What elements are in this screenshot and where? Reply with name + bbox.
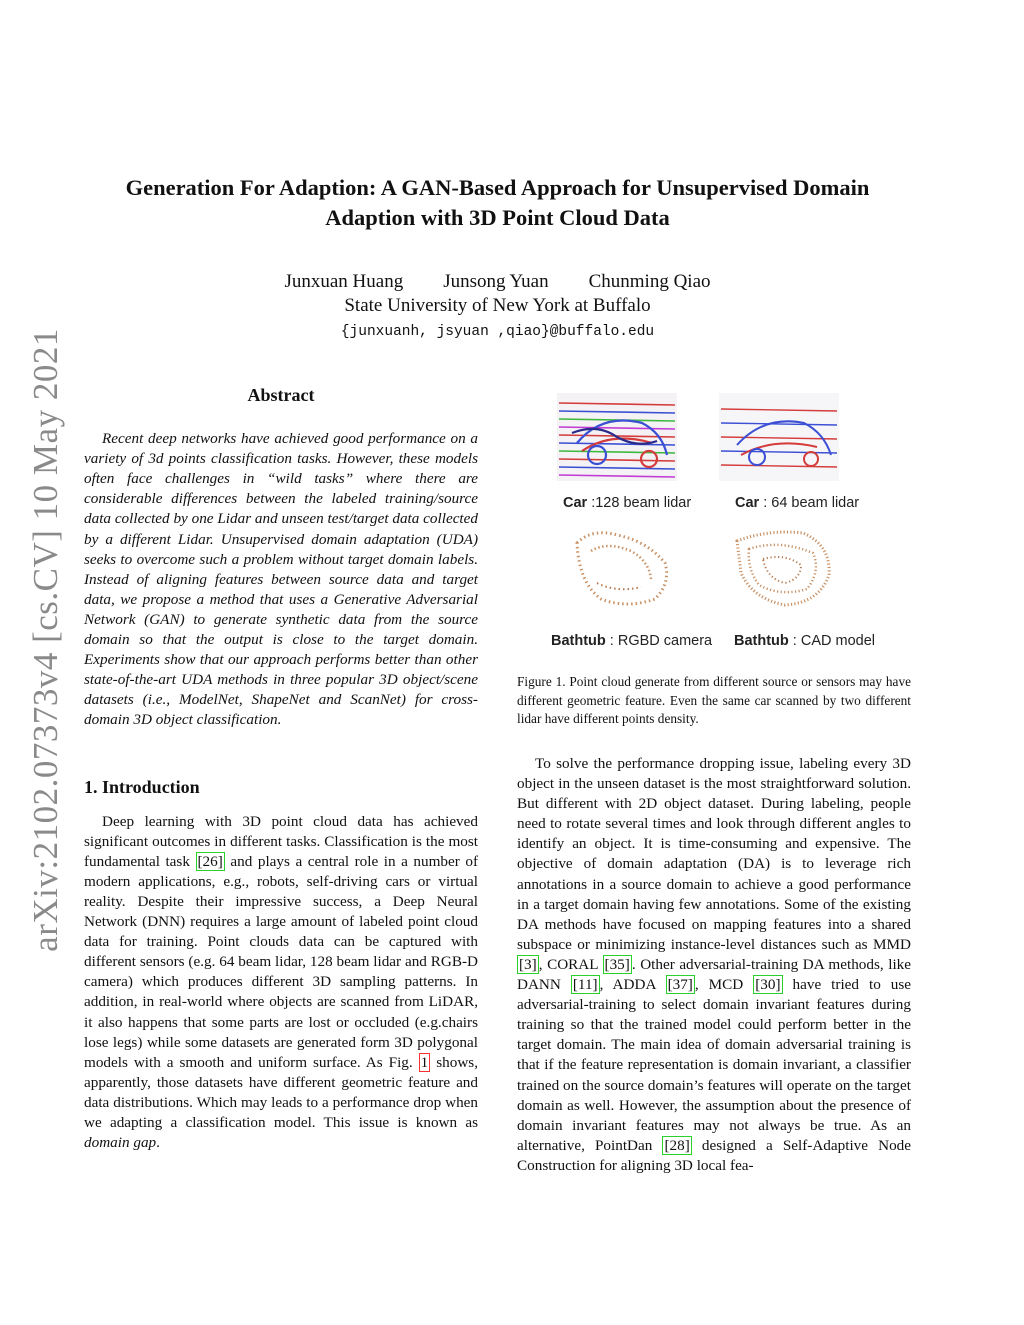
author-name: Chunming Qiao xyxy=(588,271,711,292)
author-email: {junxuanh, jsyuan ,qiao}@buffalo.edu xyxy=(340,324,655,340)
author-block xyxy=(200,270,795,344)
citation-link[interactable]: [37] xyxy=(667,976,693,994)
label-bathtub-cad xyxy=(734,633,875,649)
bathtub-cad-image xyxy=(729,523,839,613)
label-bathtub-rgbd xyxy=(551,633,712,649)
left-column xyxy=(84,385,478,1153)
intro-text-end: . xyxy=(156,1134,160,1152)
right-column xyxy=(517,754,911,1176)
paper-title xyxy=(60,173,935,233)
citation-link[interactable]: [3] xyxy=(519,955,537,973)
arxiv-stamp xyxy=(21,320,71,960)
citation-link[interactable]: [35] xyxy=(604,955,630,973)
bathtub-cad-cloud xyxy=(729,523,839,613)
right-text-5: , MCD xyxy=(694,976,744,994)
label-bathtub-cad-bold: Bathtub xyxy=(734,633,789,649)
figure-1 xyxy=(517,385,911,729)
label-car-128 xyxy=(563,495,691,511)
label-car-64-bold: Car xyxy=(735,495,760,511)
abstract-heading: Abstract xyxy=(247,385,315,405)
citation-link[interactable]: [30] xyxy=(755,976,781,994)
arxiv-id: arXiv:2102.07373v4 [cs.CV] 10 May 2021 xyxy=(26,328,65,952)
author-name: Junxuan Huang xyxy=(284,271,404,292)
car-64-lidar-plot xyxy=(719,393,839,481)
bathtub-rgbd-image xyxy=(567,523,677,613)
label-bathtub-rgbd-text: : RGBD camera xyxy=(605,633,713,649)
right-text-2: , CORAL xyxy=(538,955,598,973)
right-text-3: . Other adversarial-training DA methods, like DANN xyxy=(517,955,911,994)
label-bathtub-rgbd-bold: Bathtub xyxy=(551,633,606,649)
car-64-image xyxy=(719,393,839,481)
bathtub-rgbd-cloud xyxy=(567,523,677,613)
title-line-2: Adaption with 3D Point Cloud Data xyxy=(325,205,670,230)
intro-heading: 1. Introduction xyxy=(84,776,200,797)
intro-text-2: and plays a central role in a number of modern applications, e.g., robots, self-driving cars or virtual reality. Despite their impressive success, a Deep Neural Network (DNN) requires a large amount of labeled point cloud data for training. Point clouds data can be captured with different sensors (e.g. 64 beam lidar, 128 beam lidar and RGB-D camera) which produces different 3D sampling patterns. In addition, in real-world where objects are scanned from LiDAR, it also happens that some parts are lost or occluded (e.g.chairs lose legs) while some datasets are generated form 3D polygonal models with a smooth and uniform surface. As Fig. xyxy=(84,852,479,1071)
car-128-lidar-plot xyxy=(557,393,677,481)
intro-text-1: Deep learning with 3D point cloud data has achieved significant outcomes in different tasks. Classification is the most fundamental task xyxy=(84,812,478,870)
right-text-7: designed a Self-Adaptive Node Construction for aligning 3D local fea- xyxy=(517,1136,912,1174)
citation-link[interactable]: [28] xyxy=(664,1136,690,1154)
citation-link[interactable]: [11] xyxy=(572,976,598,994)
right-paragraph xyxy=(517,754,911,1176)
intro-paragraph xyxy=(84,812,478,1154)
label-car-128-text: :128 beam lidar xyxy=(587,495,692,511)
title-line-1: Generation For Adaption: A GAN-Based Approach for Unsupervised Domain xyxy=(125,175,870,200)
abstract-text: Recent deep networks have achieved good performance on a variety of 3d points classification tasks. However, these models often face challenges in “wild tasks” where there are considerable differences between the labeled training/source data collected by one Lidar and unseen test/target data collected by a different Lidar. Unsupervised domain adaptation (UDA) seeks to overcome such a problem without target domain labels. Instead of aligning features between source data and target data, we propose a method that uses a Generative Adversarial Network (GAN) to generate synthetic data from the source domain so that the output is close to the target domain. Experiments show that our approach performs better than other state-of-the-art UDA methods in three popular 3D object/scene datasets (i.e., ModelNet, ShapeNet and ScanNet) for cross-domain 3D object classification. xyxy=(84,430,478,729)
label-car-128-bold: Car xyxy=(563,495,588,511)
figure-ref-link[interactable]: 1 xyxy=(420,1053,429,1071)
figure-caption: Figure 1. Point cloud generate from different source or sensors may have different geometric feature. Even the same car scanned by two different lidar have different points density. xyxy=(517,674,911,726)
figure-panels xyxy=(517,385,911,655)
right-text-1: To solve the performance dropping issue, labeling every 3D object in the unseen dataset is the most straightforward solution. But different with 2D object dataset. During labeling, people need to rotate several times and look through different angles to identify an object. It is time-consuming and expensive. The objective of domain adaptation (DA) is to leverage rich annotations in a source domain to achieve a good performance in a target domain having few annotations. Some of the existing DA methods have focused on mapping features into a shared subspace or minimizing instance-level distances such as MMD xyxy=(517,755,911,953)
intro-text-3: shows, apparently, those datasets have different geometric feature and data distributions. Which may leads to a performance drop when we adapting a classification model. This issue is known as xyxy=(84,1053,478,1131)
label-bathtub-cad-text: : CAD model xyxy=(788,633,875,649)
right-text-6: have tried to use adversarial-training to select domain invariant features during training so that the trained model could perform better in the target domain. The main idea of domain adversarial training is that if the feature representation is domain invariant, a classifier trained on the source domain’s features will operate on the target domain as well. However, the assumption about the presence of domain invariant features may not always be true. As an alternative, PointDan xyxy=(517,976,912,1154)
affiliation: State University of New York at Buffalo xyxy=(344,295,651,316)
author-name: Junsong Yuan xyxy=(443,271,549,292)
citation-link[interactable]: [26] xyxy=(197,852,223,870)
label-car-64-text: : 64 beam lidar xyxy=(759,495,860,511)
label-car-64 xyxy=(735,495,859,511)
car-128-image xyxy=(557,393,677,481)
right-text-4: , ADDA xyxy=(599,976,656,994)
author-names xyxy=(200,270,795,294)
domain-gap-term: domain gap xyxy=(84,1134,157,1152)
